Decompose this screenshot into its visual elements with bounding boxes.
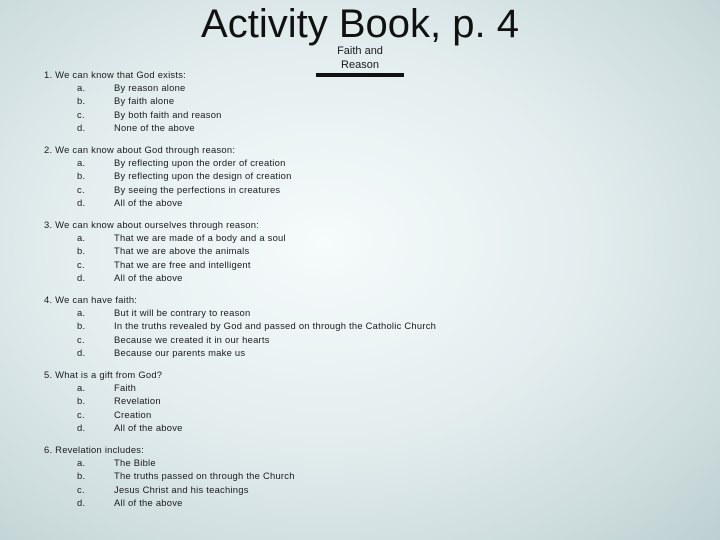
question-text: 5. What is a gift from God?	[44, 369, 163, 381]
option-letter: b.	[77, 95, 86, 107]
question-text: 6. Revelation includes:	[44, 444, 145, 456]
option-text: Because our parents make us	[114, 346, 246, 358]
option-text: Faith	[114, 382, 137, 394]
option-a	[44, 81, 704, 94]
option-text: That we are above the animals	[114, 245, 250, 257]
option-c	[44, 183, 704, 196]
option-text: All of the above	[114, 196, 183, 208]
option-text: By faith alone	[114, 95, 175, 107]
question-text: 4. We can have faith:	[44, 294, 138, 306]
option-b	[44, 169, 704, 182]
question-text: 3. We can know about ourselves through reason:	[44, 219, 260, 231]
option-c	[44, 258, 704, 271]
option-a	[44, 231, 704, 244]
option-letter: c.	[77, 258, 85, 270]
option-b	[44, 244, 704, 257]
option-b	[44, 394, 704, 407]
option-text: That we are made of a body and a soul	[114, 232, 286, 244]
option-letter: b.	[77, 245, 86, 257]
option-letter: a.	[77, 157, 86, 169]
option-letter: a.	[77, 232, 86, 244]
option-text: By reason alone	[114, 82, 186, 94]
question-1	[44, 68, 704, 134]
option-letter: d.	[77, 421, 86, 433]
option-a	[44, 456, 704, 469]
option-letter: d.	[77, 346, 86, 358]
option-letter: a.	[77, 307, 86, 319]
option-d	[44, 196, 704, 209]
option-text: Jesus Christ and his teachings	[114, 483, 249, 495]
option-text: Creation	[114, 408, 152, 420]
option-d	[44, 346, 704, 359]
option-d	[44, 496, 704, 509]
option-d	[44, 271, 704, 284]
option-text: The truths passed on through the Church	[114, 470, 295, 482]
option-letter: c.	[77, 333, 85, 345]
page-title: Activity Book, p. 4	[201, 2, 519, 46]
option-text: All of the above	[114, 271, 183, 283]
option-d	[44, 421, 704, 434]
option-b	[44, 319, 704, 332]
option-letter: c.	[77, 108, 85, 120]
option-letter: c.	[77, 183, 85, 195]
question-2	[44, 143, 704, 209]
question-5	[44, 368, 704, 434]
question-text: 2. We can know about God through reason:	[44, 144, 236, 156]
option-letter: c.	[77, 483, 85, 495]
option-c	[44, 483, 704, 496]
option-text: That we are free and intelligent	[114, 258, 251, 270]
question-6	[44, 443, 704, 509]
option-text: All of the above	[114, 421, 183, 433]
option-a	[44, 156, 704, 169]
option-letter: d.	[77, 121, 86, 133]
option-letter: b.	[77, 470, 86, 482]
option-letter: d.	[77, 196, 86, 208]
option-c	[44, 108, 704, 121]
question-text: 1. We can know that God exists:	[44, 69, 187, 80]
option-a	[44, 381, 704, 394]
option-text: By reflecting upon the order of creation	[114, 157, 286, 169]
option-letter: c.	[77, 408, 85, 420]
option-text: Because we created it in our hearts	[114, 333, 270, 345]
option-text: All of the above	[114, 496, 183, 508]
option-c	[44, 408, 704, 421]
page-subtitle: Faith and Reason	[316, 44, 404, 77]
option-text: But it will be contrary to reason	[114, 307, 251, 319]
option-b	[44, 94, 704, 107]
option-letter: b.	[77, 395, 86, 407]
option-text: In the truths revealed by God and passed on through the Catholic Church	[114, 320, 437, 332]
option-text: Revelation	[114, 395, 161, 407]
option-text: By both faith and reason	[114, 108, 222, 120]
option-letter: a.	[77, 82, 86, 94]
question-4	[44, 293, 704, 359]
question-3	[44, 218, 704, 284]
option-c	[44, 333, 704, 346]
option-text: None of the above	[114, 121, 195, 133]
option-text: By seeing the perfections in creatures	[114, 183, 281, 195]
option-letter: b.	[77, 320, 86, 332]
option-text: By reflecting upon the design of creation	[114, 170, 292, 182]
option-b	[44, 469, 704, 482]
option-d	[44, 121, 704, 134]
option-letter: d.	[77, 496, 86, 508]
option-letter: a.	[77, 457, 86, 469]
option-letter: b.	[77, 170, 86, 182]
option-text: The Bible	[114, 457, 156, 469]
option-letter: d.	[77, 271, 86, 283]
option-a	[44, 306, 704, 319]
question-list	[44, 68, 704, 518]
option-letter: a.	[77, 382, 86, 394]
